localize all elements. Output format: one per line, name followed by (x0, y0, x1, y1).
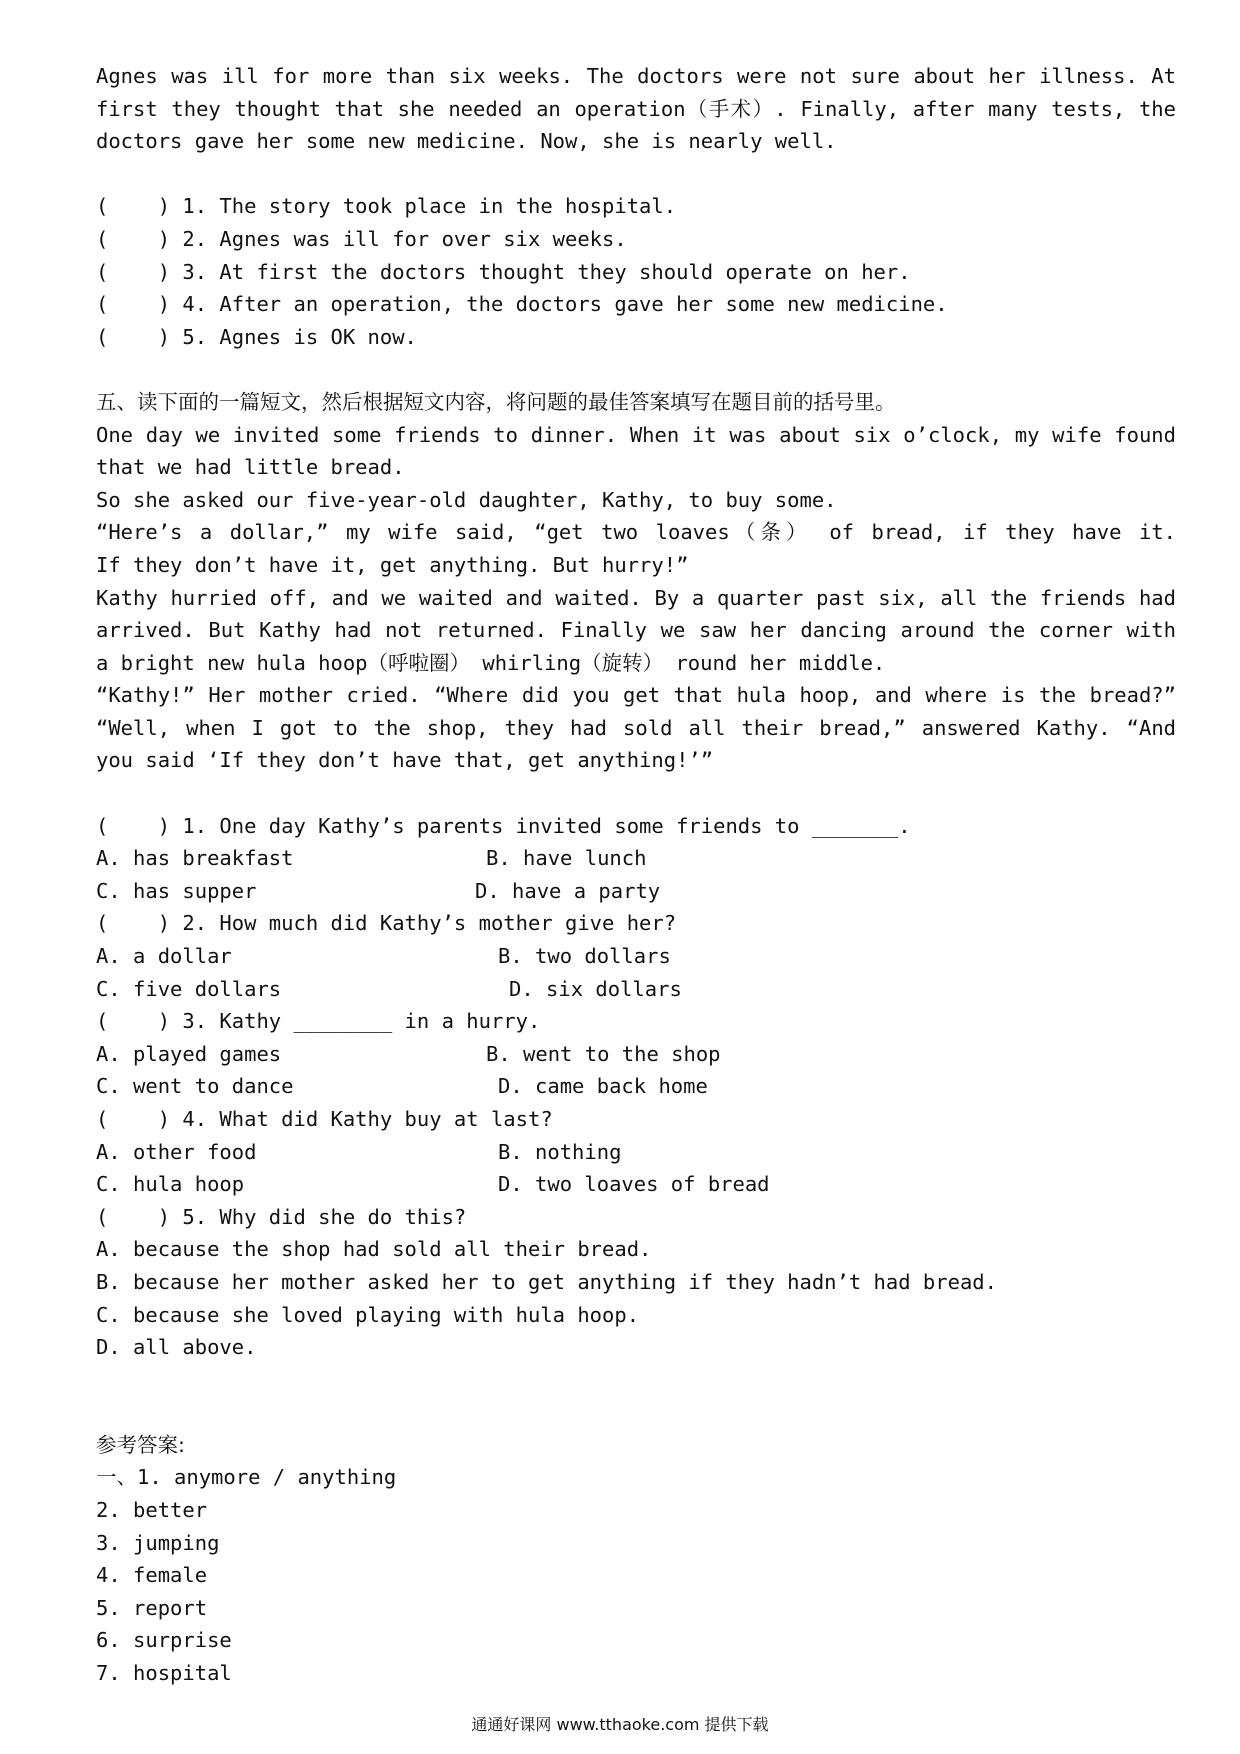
option-row (96, 1038, 1176, 1071)
passage-line: doctors gave her some new medicine. Now, she is nearly well. (96, 129, 837, 154)
question: ( ) 1. One day Kathy’s parents invited some friends to _______. (96, 813, 911, 838)
option: B. have lunch (486, 846, 647, 871)
passage-line: “Kathy!” Her mother cried. “Where did you get that hula hoop, and where is the bread?” (96, 683, 1176, 708)
option: C. has supper (96, 878, 257, 903)
true-false-statements (96, 190, 1176, 353)
passage-line: a bright new hula hoop（呼啦圈） whirling（旋转） round her middle. (96, 650, 886, 675)
passage-line: “Here’s a dollar,” my wife said, “get two loaves（条） of bread, if they have it. (96, 520, 1176, 545)
answer-item: 6. surprise (96, 1628, 232, 1653)
answer-item: 5. report (96, 1595, 208, 1620)
option: D. two loaves of bread (498, 1172, 770, 1197)
option: A. other food (96, 1139, 257, 1164)
option: A. has breakfast (96, 846, 294, 871)
passage-line: If they don’t have it, get anything. But hurry!” (96, 552, 689, 577)
passage-line: first they thought that she needed an operation（手术）. Finally, after many tests, the (96, 96, 1176, 121)
option: C. because she loved playing with hula hoop. (96, 1302, 640, 1327)
statement: ( ) 4. After an operation, the doctors gave her some new medicine. (96, 292, 948, 317)
passage-agnes (96, 60, 1176, 158)
option: D. six dollars (509, 976, 682, 1001)
passage-line: Agnes was ill for more than six weeks. The doctors were not sure about her illness. At (96, 64, 1176, 88)
option-row (96, 875, 1176, 908)
question: ( ) 4. What did Kathy buy at last? (96, 1107, 553, 1131)
document-page (96, 60, 1176, 1690)
option: B. went to the shop (486, 1041, 721, 1066)
option: C. five dollars (96, 976, 282, 1001)
option: B. because her mother asked her to get anything if they hadn’t had bread. (96, 1269, 997, 1294)
passage-line: “Well, when I got to the shop, they had sold all their bread,” answered Kathy. “And (96, 715, 1176, 740)
passage-line: you said ‘If they don’t have that, get anything!’” (96, 748, 714, 773)
statement: ( ) 3. At first the doctors thought they should operate on her. (96, 259, 911, 284)
statement: ( ) 1. The story took place in the hospital. (96, 194, 677, 219)
statement: ( ) 2. Agnes was ill for over six weeks. (96, 226, 627, 251)
statement: ( ) 5. Agnes is OK now. (96, 324, 417, 349)
answer-item: 2. better (96, 1497, 208, 1522)
answer-item: 7. hospital (96, 1660, 232, 1685)
option-row (96, 973, 1176, 1006)
option-row (96, 1070, 1176, 1103)
passage-line: that we had little bread. (96, 455, 405, 480)
question: ( ) 2. How much did Kathy’s mother give her? (96, 911, 677, 936)
passage-line: So she asked our five-year-old daughter, Kathy, to buy some. (96, 487, 837, 512)
option-row (96, 1136, 1176, 1169)
question: ( ) 5. Why did she do this? (96, 1204, 467, 1229)
option-row (96, 1168, 1176, 1201)
option: A. a dollar (96, 944, 232, 969)
option: B. two dollars (498, 944, 671, 969)
passage-line: arrived. But Kathy had not returned. Finally we saw her dancing around the corner with (96, 618, 1176, 643)
option-row (96, 842, 1176, 875)
answer-item: 4. female (96, 1563, 208, 1588)
option-row (96, 940, 1176, 973)
passage-line: One day we invited some friends to dinner. When it was about six o’clock, my wife found (96, 422, 1176, 447)
question: ( ) 3. Kathy ________ in a hurry. (96, 1009, 541, 1034)
page-footer: 通通好课网 www.tthaoke.com 提供下载 (471, 1715, 769, 1734)
option: B. nothing (498, 1139, 622, 1164)
passage-kathy (96, 419, 1176, 778)
answer-item: 一、1. anymore / anything (96, 1465, 397, 1490)
option: A. because the shop had sold all their bread. (96, 1237, 652, 1262)
option: C. went to dance (96, 1074, 294, 1099)
answer-heading: 参考答案: (96, 1432, 185, 1457)
option: D. came back home (498, 1074, 708, 1099)
answer-item: 3. jumping (96, 1530, 220, 1555)
section-heading: 五、读下面的一篇短文，然后根据短文内容，将问题的最佳答案填写在题目前的括号里。 (96, 389, 896, 414)
option: D. have a party (475, 878, 661, 903)
option: A. played games (96, 1041, 282, 1066)
option: D. all above. (96, 1335, 257, 1360)
passage-line: Kathy hurried off, and we waited and waited. By a quarter past six, all the friends had (96, 585, 1176, 610)
multiple-choice-questions (96, 810, 1176, 1364)
option: C. hula hoop (96, 1172, 245, 1197)
answer-key (96, 1429, 1176, 1690)
